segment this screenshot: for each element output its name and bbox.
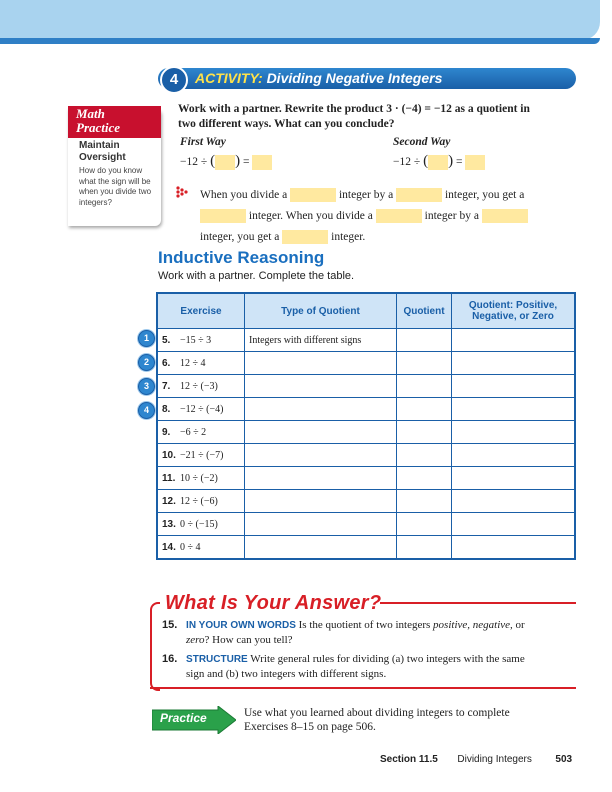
second-way-paren-close: ) (448, 153, 454, 169)
practice-text (244, 706, 564, 734)
exercise-table (156, 292, 576, 560)
type-of-quotient-cell[interactable] (245, 398, 397, 421)
activity-title (195, 70, 442, 86)
exercise-number: 7. (162, 380, 171, 392)
quotient-sign-cell[interactable] (452, 352, 576, 375)
quotient-sign-cell[interactable] (452, 490, 576, 513)
type-of-quotient-cell[interactable] (245, 536, 397, 560)
page-footer (380, 754, 572, 765)
exercise-number: 9. (162, 426, 171, 438)
question-16 (162, 652, 572, 681)
quotient-cell[interactable] (397, 536, 452, 560)
type-of-quotient-cell[interactable] (245, 490, 397, 513)
exercise-number: 8. (162, 403, 171, 415)
exercise-cell (157, 513, 245, 536)
quotient-cell[interactable] (397, 375, 452, 398)
row-activity-badge: 3 (138, 378, 155, 395)
row-activity-badge: 1 (138, 330, 155, 347)
exercise-number: 12. (162, 495, 176, 507)
conclusion-text-5: integer by a (424, 210, 479, 222)
answer-frame-top (380, 602, 576, 604)
conclusion-text-1: When you divide a (200, 189, 288, 201)
practice-label: Practice (160, 711, 207, 725)
table-row (157, 444, 575, 467)
question-15-zero: zero (186, 634, 205, 646)
quotient-cell[interactable] (397, 513, 452, 536)
header-quotient-sign: Quotient: Positive, Negative, or Zero (452, 293, 576, 329)
instruction-line2: two different ways. What can you conclude? (178, 118, 395, 130)
conclusion-text-6: integer, you get a (200, 231, 280, 243)
question-16-key: STRUCTURE (186, 654, 248, 665)
conclusion-blank-1[interactable] (290, 188, 336, 202)
conclusion-arrow-icon (175, 186, 189, 198)
table-row (157, 352, 575, 375)
activity-number-badge: 4 (160, 66, 188, 94)
table-row (157, 490, 575, 513)
math-practice-title (76, 107, 120, 135)
exercise-expression: 12 ÷ 4 (180, 357, 206, 369)
exercise-number: 10. (162, 449, 176, 461)
table-header-row (157, 293, 575, 329)
quotient-cell[interactable] (397, 490, 452, 513)
exercise-number: 11. (162, 472, 176, 484)
first-way-expr-start: −12 ÷ (180, 156, 208, 168)
question-15-text-2: ? How can you tell? (204, 634, 293, 646)
math-practice-subtitle (79, 140, 126, 164)
type-of-quotient-cell[interactable] (245, 467, 397, 490)
exercise-expression: −6 ÷ 2 (180, 426, 207, 438)
conclusion-blank-5[interactable] (482, 209, 528, 223)
second-way-label: Second Way (393, 136, 451, 148)
header-type-of-quotient: Type of Quotient (245, 293, 397, 329)
question-16-text-1: Write general rules for dividing (a) two integers with the same (250, 653, 525, 665)
conclusion-paragraph (200, 185, 580, 248)
type-of-quotient-cell[interactable]: Integers with different signs (245, 329, 397, 352)
top-banner (0, 0, 600, 40)
quotient-sign-cell[interactable] (452, 467, 576, 490)
first-way-label: First Way (180, 136, 226, 148)
math-practice-subtitle-line1: Maintain (79, 140, 120, 151)
footer-page-number: 503 (555, 754, 573, 765)
second-way-expression (393, 153, 485, 170)
exercise-cell (157, 536, 245, 560)
conclusion-text-2: integer by a (338, 189, 394, 201)
instruction (178, 102, 578, 132)
question-15 (162, 618, 572, 647)
activity-title-text: Dividing Negative Integers (266, 70, 443, 86)
quotient-sign-cell[interactable] (452, 421, 576, 444)
quotient-sign-cell[interactable] (452, 375, 576, 398)
question-15-positive: positive, (433, 619, 471, 631)
question-15-or: or (515, 619, 525, 631)
conclusion-blank-2[interactable] (396, 188, 442, 202)
exercise-number: 5. (162, 334, 171, 346)
question-16-number: 16. (162, 653, 178, 665)
answer-frame-bottom (150, 687, 576, 689)
quotient-cell[interactable] (397, 352, 452, 375)
type-of-quotient-cell[interactable] (245, 352, 397, 375)
conclusion-text-3: integer, you get a (444, 189, 525, 201)
first-way-paren-close: ) (235, 153, 241, 169)
quotient-cell[interactable] (397, 398, 452, 421)
exercise-cell (157, 375, 245, 398)
exercise-expression: 12 ÷ (−6) (180, 495, 218, 507)
exercise-expression: −21 ÷ (−7) (180, 449, 224, 461)
type-of-quotient-cell[interactable] (245, 421, 397, 444)
conclusion-blank-3[interactable] (200, 209, 246, 223)
exercise-expression: −15 ÷ 3 (180, 334, 212, 346)
table-row (157, 467, 575, 490)
row-activity-badge: 2 (138, 354, 155, 371)
table-row (157, 513, 575, 536)
row-activity-badge: 4 (138, 402, 155, 419)
footer-section: Section 11.5 (380, 754, 438, 765)
type-of-quotient-cell[interactable] (245, 375, 397, 398)
math-practice-subtitle-line2: Oversight (79, 152, 126, 163)
exercise-expression: 0 ÷ (−15) (180, 518, 218, 530)
table-row (157, 421, 575, 444)
conclusion-text-7: integer. (331, 231, 366, 243)
what-is-your-answer-title: What Is Your Answer? (165, 592, 382, 614)
first-way-paren-open: ( (210, 153, 216, 169)
quotient-cell[interactable] (397, 421, 452, 444)
quotient-cell[interactable] (397, 329, 452, 352)
exercise-cell (157, 398, 245, 421)
quotient-sign-cell[interactable] (452, 536, 576, 560)
table-row (157, 398, 575, 421)
practice-text-line2: Exercises 8–15 on page 506. (244, 721, 376, 733)
practice-text-line1: Use what you learned about dividing integers to complete (244, 707, 510, 719)
exercise-cell (157, 421, 245, 444)
exercise-expression: 12 ÷ (−3) (180, 380, 218, 392)
activity-label: ACTIVITY: (195, 70, 263, 86)
conclusion-blank-6[interactable] (282, 230, 328, 244)
answer-frame-left (150, 602, 160, 691)
exercise-expression: −12 ÷ (−4) (180, 403, 224, 415)
table-row (157, 329, 575, 352)
first-way-equals: = (242, 156, 250, 168)
exercise-number: 14. (162, 541, 176, 553)
exercise-cell (157, 444, 245, 467)
question-15-negative: negative, (472, 619, 513, 631)
table-row (157, 536, 575, 560)
inductive-reasoning-title: Inductive Reasoning (158, 248, 325, 267)
question-15-key: IN YOUR OWN WORDS (186, 620, 296, 631)
second-way-paren-open: ( (423, 153, 429, 169)
type-of-quotient-cell[interactable] (245, 513, 397, 536)
exercise-number: 13. (162, 518, 176, 530)
math-practice-text: How do you know what the sign will be when you divide two integers? (79, 166, 152, 207)
conclusion-blank-4[interactable] (376, 209, 422, 223)
exercise-cell (157, 329, 245, 352)
question-15-number: 15. (162, 619, 178, 631)
table-row (157, 375, 575, 398)
second-way-equals: = (455, 156, 463, 168)
quotient-sign-cell[interactable] (452, 513, 576, 536)
header-exercise: Exercise (157, 293, 245, 329)
exercise-number: 6. (162, 357, 171, 369)
exercise-cell (157, 490, 245, 513)
exercise-cell (157, 352, 245, 375)
second-way-blank-divisor[interactable] (428, 155, 448, 170)
type-of-quotient-cell[interactable] (245, 444, 397, 467)
inductive-reasoning-subtitle: Work with a partner. Complete the table. (158, 270, 355, 282)
question-15-text-1: Is the quotient of two integers (298, 619, 431, 631)
header-quotient: Quotient (397, 293, 452, 329)
quotient-sign-cell[interactable] (452, 329, 576, 352)
math-practice-title-line2: Practice (76, 120, 121, 135)
math-practice-title-line1: Math (76, 106, 105, 121)
first-way-blank-result[interactable] (252, 155, 272, 170)
exercise-expression: 10 ÷ (−2) (180, 472, 218, 484)
quotient-cell[interactable] (397, 467, 452, 490)
first-way-expression (180, 153, 272, 170)
exercise-cell (157, 467, 245, 490)
instruction-line1: Work with a partner. Rewrite the product 3 · (−4) = −12 as a quotient in (178, 103, 530, 115)
conclusion-text-4: integer. When you divide a (248, 210, 373, 222)
question-16-text-2: sign and (b) two integers with different signs. (186, 668, 387, 680)
first-way-blank-divisor[interactable] (215, 155, 235, 170)
quotient-cell[interactable] (397, 444, 452, 467)
footer-topic: Dividing Integers (457, 754, 532, 765)
top-banner-line (0, 38, 600, 44)
second-way-blank-result[interactable] (465, 155, 485, 170)
quotient-sign-cell[interactable] (452, 444, 576, 467)
quotient-sign-cell[interactable] (452, 398, 576, 421)
exercise-expression: 0 ÷ 4 (180, 541, 201, 553)
second-way-expr-start: −12 ÷ (393, 156, 421, 168)
